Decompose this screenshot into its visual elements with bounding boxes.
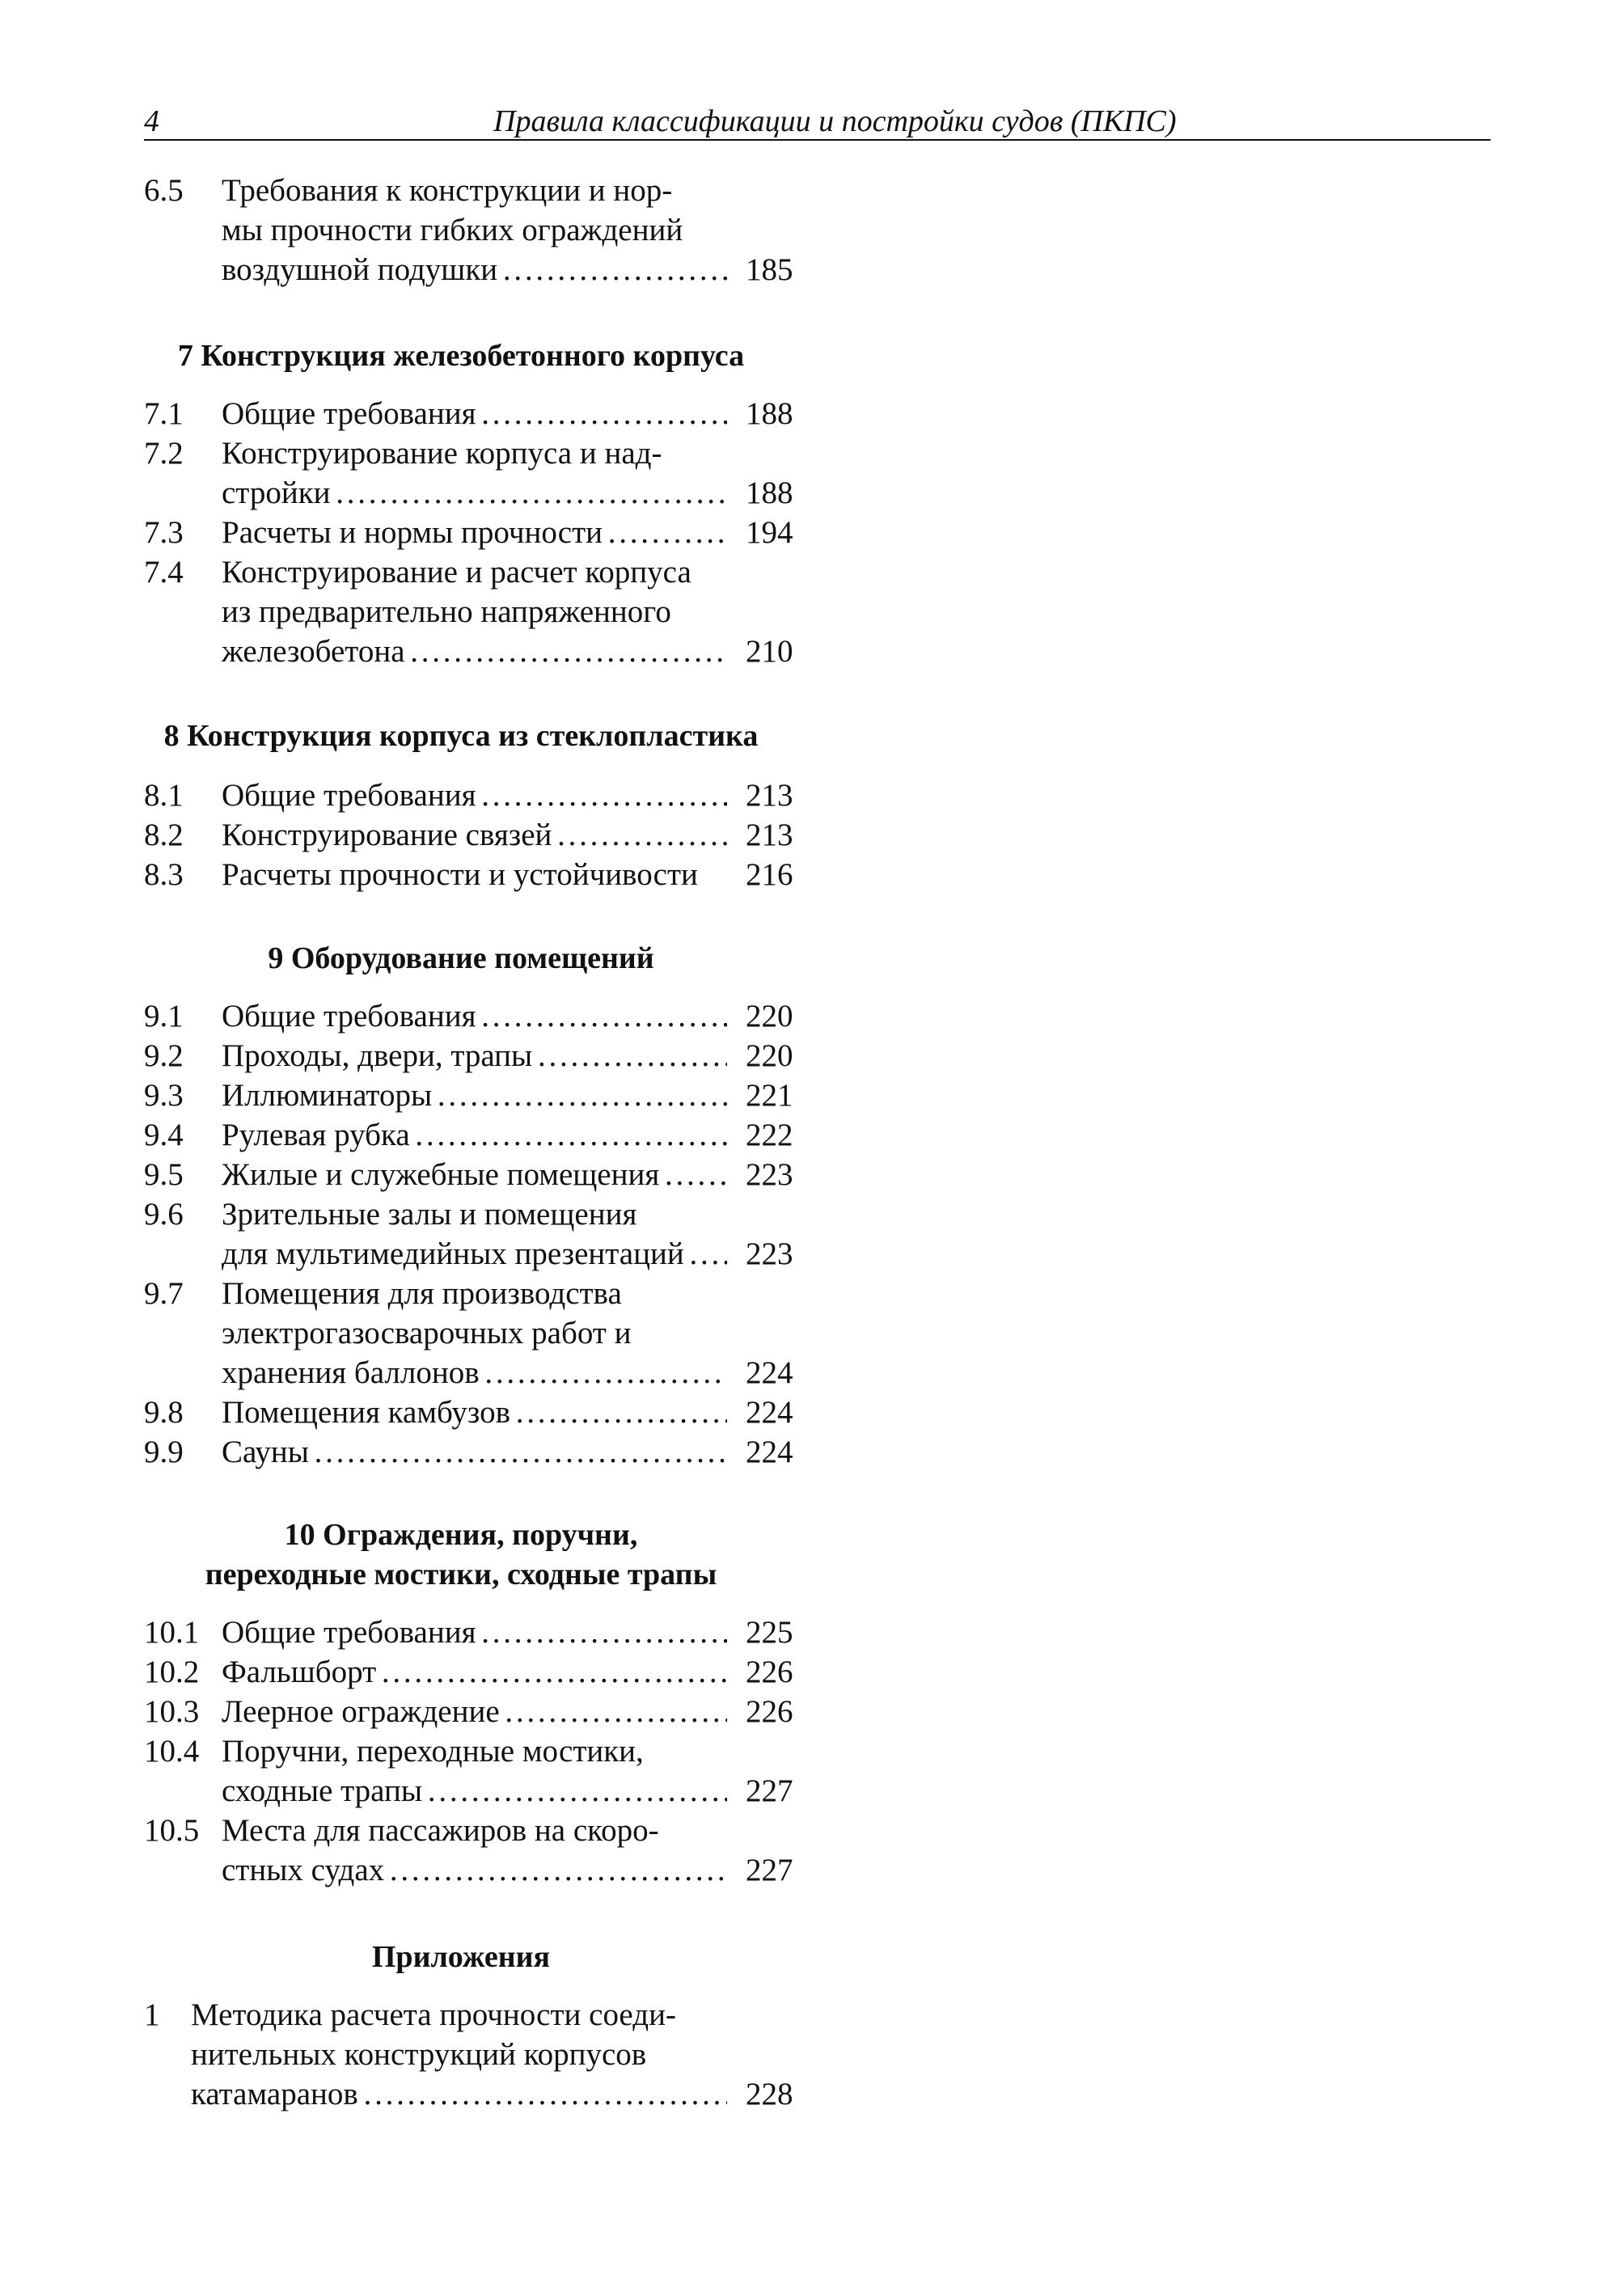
entry-text-line: хранения баллонов . . . (222, 1354, 727, 1393)
entry-number: 10.2 (144, 1655, 200, 1689)
entry-page-number: 223 (746, 1157, 793, 1192)
entry-page-number: 222 (746, 1118, 793, 1152)
entry-number: 9.4 (144, 1118, 184, 1152)
entry-number: 10.1 (144, 1615, 200, 1650)
section-heading-10-line2: переходные мостики, сходные трапы (205, 1558, 717, 1591)
entry-page-number: 213 (746, 778, 793, 813)
entry-page-number: 226 (746, 1655, 793, 1689)
entry-text-line: мы прочности гибких ограждений (222, 213, 683, 247)
entry-text-line: Конструирование и расчет корпуса (222, 555, 691, 590)
entry-page-number: 220 (746, 1038, 793, 1073)
header-title: Правила классификации и постройки судов (ПКПС) (493, 104, 1177, 138)
header-rule (144, 139, 1491, 141)
section-heading-9: 9 Оборудование помещений (268, 941, 654, 975)
entry-text-line: Рулевая рубка . . . (222, 1116, 727, 1155)
entry-text-line: нительных конструкций корпусов (191, 2037, 647, 2072)
entry-text-line: Требования к конструкции и нор- (222, 173, 673, 208)
entry-text-line: Общие требования . . . (222, 395, 727, 433)
entry-page-number: 188 (746, 396, 793, 431)
entry-number: 1 (144, 1997, 160, 2032)
entry-text-line: из предварительно напряженного (222, 594, 671, 629)
section-heading-8: 8 Конструкция корпуса из стеклопластика (163, 719, 759, 753)
entry-text-line: электрогазосварочных работ и (222, 1316, 632, 1351)
entry-text-line: Иллюминаторы . . . (222, 1076, 727, 1115)
entry-text-line: Конструирование корпуса и над- (222, 436, 662, 471)
entry-text-line: Общие требования . . . (222, 776, 727, 815)
entry-page-number: 210 (746, 634, 793, 669)
entry-number: 6.5 (144, 173, 184, 208)
entry-page-number: 224 (746, 1395, 793, 1430)
entry-text-line: Помещения для производства (222, 1276, 622, 1311)
entry-page-number: 188 (746, 476, 793, 510)
entry-number: 7.3 (144, 515, 184, 550)
entry-text-line: Помещения камбузов . . . (222, 1393, 727, 1432)
entry-number: 10.5 (144, 1813, 200, 1848)
entry-page-number: 228 (746, 2077, 793, 2111)
entry-text-line: для мультимедийных презентаций . . . (222, 1235, 727, 1274)
entry-page-number: 227 (746, 1773, 793, 1808)
entry-text-line: Методика расчета прочности соеди- (191, 1997, 676, 2032)
entry-text-line: Проходы, двери, трапы . . . (222, 1037, 727, 1076)
entry-page-number: 226 (746, 1694, 793, 1729)
section-heading-7: 7 Конструкция железобетонного корпуса (177, 339, 745, 373)
entry-number: 9.5 (144, 1157, 184, 1192)
entry-page-number: 227 (746, 1853, 793, 1887)
entry-number: 8.2 (144, 818, 184, 852)
entry-text-line: Поручни, переходные мостики, (222, 1734, 644, 1769)
entry-text-line: Сауны . . . (222, 1433, 727, 1472)
entry-number: 8.1 (144, 778, 184, 813)
entry-text-line: Общие требования . . . (222, 997, 727, 1036)
entry-number: 10.3 (144, 1694, 200, 1729)
entry-text-line: сходные трапы . . . (222, 1772, 727, 1811)
entry-text-line: стных судах . . . (222, 1851, 727, 1890)
entry-text-line: Расчеты и нормы прочности . . . (222, 514, 727, 552)
header-page-number: 4 (144, 104, 159, 138)
entry-number: 9.6 (144, 1197, 184, 1232)
entry-text-line: железобетона . . . (222, 632, 727, 671)
entry-text-line: Расчеты прочности и устойчивости (222, 857, 698, 892)
entry-text-line: Общие требования . . . (222, 1613, 727, 1652)
entry-page-number: 224 (746, 1435, 793, 1469)
entry-text-line: воздушной подушки . . . (222, 251, 727, 290)
entry-number: 10.4 (144, 1734, 200, 1769)
entry-number: 9.8 (144, 1395, 184, 1430)
section-heading-10-line1: 10 Ограждения, поручни, (284, 1518, 638, 1552)
entry-page-number: 221 (746, 1078, 793, 1113)
entry-page-number: 185 (746, 252, 793, 287)
entry-page-number: 216 (746, 857, 793, 892)
entry-text-line: катамаранов . . . (191, 2075, 727, 2114)
entry-number: 9.7 (144, 1276, 184, 1311)
entry-text-line: Леерное ограждение . . . (222, 1693, 727, 1731)
entry-text-line: Жилые и служебные помещения . . . (222, 1156, 727, 1194)
entry-number: 9.2 (144, 1038, 184, 1073)
entry-text-line: стройки . . . (222, 474, 727, 513)
entry-page-number: 220 (746, 999, 793, 1033)
entry-number: 9.3 (144, 1078, 184, 1113)
entry-text-line: Конструирование связей . . . (222, 816, 727, 855)
entry-number: 9.1 (144, 999, 184, 1033)
section-heading-appendices: Приложения (371, 1940, 551, 1974)
entry-number: 7.4 (144, 555, 184, 590)
entry-number: 7.1 (144, 396, 184, 431)
entry-text-line: Места для пассажиров на скоро- (222, 1813, 659, 1848)
entry-text-line: Фальшборт . . . (222, 1653, 727, 1692)
entry-page-number: 225 (746, 1615, 793, 1650)
entry-number: 9.9 (144, 1435, 184, 1469)
entry-page-number: 194 (746, 515, 793, 550)
entry-page-number: 223 (746, 1236, 793, 1271)
entry-number: 7.2 (144, 436, 184, 471)
entry-page-number: 224 (746, 1355, 793, 1390)
entry-page-number: 213 (746, 818, 793, 852)
entry-number: 8.3 (144, 857, 184, 892)
entry-text-line: Зрительные залы и помещения (222, 1197, 637, 1232)
